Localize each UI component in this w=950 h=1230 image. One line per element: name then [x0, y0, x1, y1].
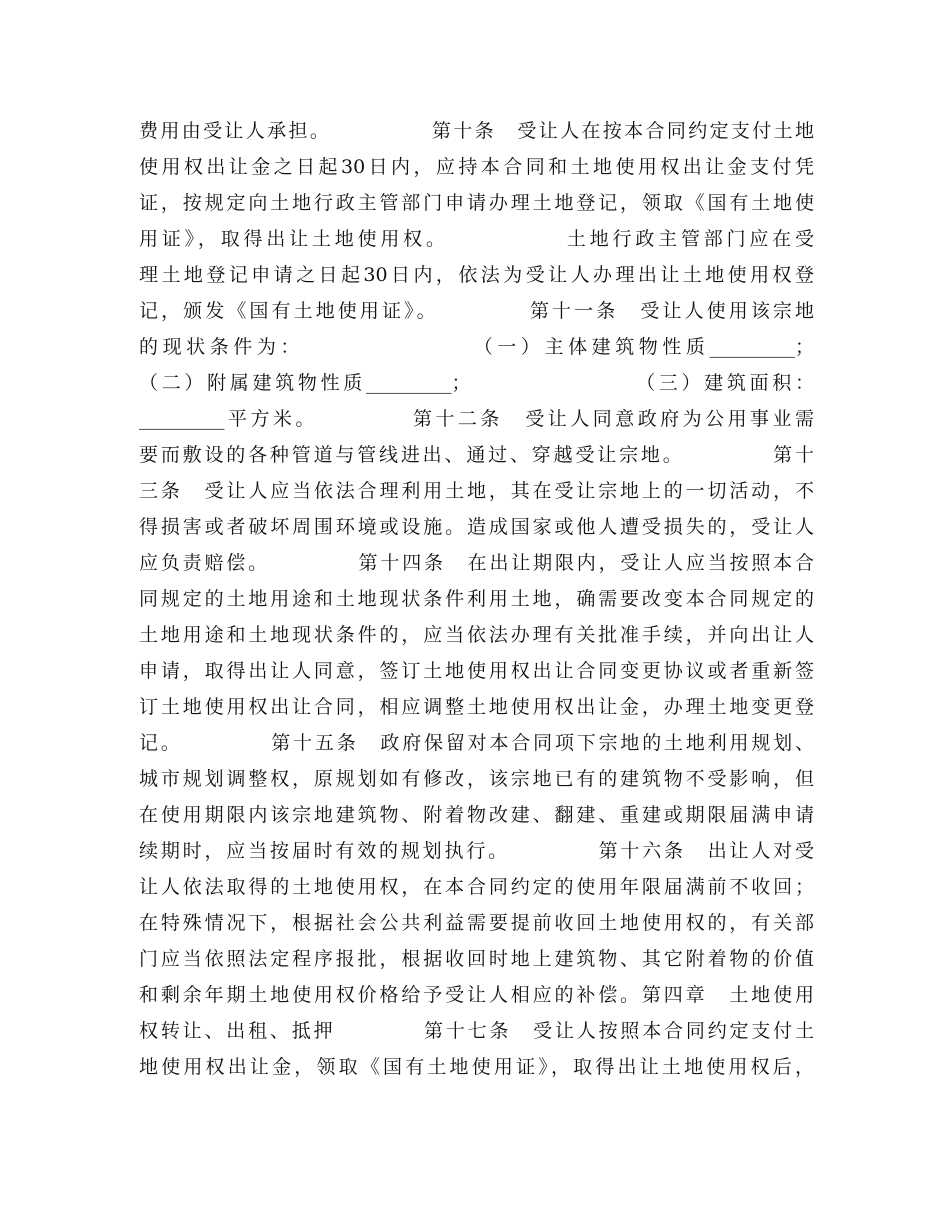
- text-line: 费用由受让人承担。 第十条 受让人在按本合同约定支付土地: [139, 120, 814, 142]
- text-line: 记，颁发《国有土地使用证》。 第十一条 受让人使用该宗地: [139, 300, 814, 322]
- text-line: 地使用权出让金，领取《国有土地使用证》，取得出让土地使用权后，: [139, 1056, 814, 1078]
- text-line: 用证》，取得出让土地使用权。 土地行政主管部门应在受: [139, 228, 814, 250]
- text-line: 证，按规定向土地行政主管部门申请办理土地登记，领取《国有土地使: [139, 192, 814, 214]
- text-line: 让人依法取得的土地使用权，在本合同约定的使用年限届满前不收回；: [139, 876, 814, 898]
- text-line: （二）附属建筑物性质_________； （三）建筑面积：: [139, 372, 814, 394]
- text-line: _________平方米。 第十二条 受让人同意政府为公用事业需: [139, 408, 814, 430]
- text-line: 订土地使用权出让合同，相应调整土地使用权出让金，办理土地变更登: [139, 696, 814, 718]
- text-line: 续期时，应当按届时有效的规划执行。 第十六条 出让人对受: [139, 840, 814, 862]
- text-line: 三条 受让人应当依法合理利用土地，其在受让宗地上的一切活动，不: [139, 480, 814, 502]
- text-line: 门应当依照法定程序报批，根据收回时地上建筑物、其它附着物的价值: [139, 948, 814, 970]
- text-line: 权转让、出租、抵押 第十七条 受让人按照本合同约定支付土: [139, 1020, 814, 1042]
- text-line: 申请，取得出让人同意，签订土地使用权出让合同变更协议或者重新签: [139, 660, 814, 682]
- text-line: 在特殊情况下，根据社会公共利益需要提前收回土地使用权的，有关部: [139, 912, 814, 934]
- text-line: 理土地登记申请之日起30日内，依法为受让人办理出让土地使用权登: [139, 264, 814, 286]
- text-line: 使用权出让金之日起30日内，应持本合同和土地使用权出让金支付凭: [139, 156, 814, 178]
- text-line: 记。 第十五条 政府保留对本合同项下宗地的土地利用规划、: [139, 732, 814, 754]
- text-line: 得损害或者破坏周围环境或设施。造成国家或他人遭受损失的，受让人: [139, 516, 814, 538]
- text-line: 的现状条件为： （一）主体建筑物性质_________；: [139, 336, 814, 358]
- text-line: 和剩余年期土地使用权价格给予受让人相应的补偿。第四章 土地使用: [139, 984, 814, 1006]
- text-line: 应负责赔偿。 第十四条 在出让期限内，受让人应当按照本合: [139, 552, 814, 574]
- text-line: 土地用途和土地现状条件的，应当依法办理有关批准手续，并向出让人: [139, 624, 814, 646]
- text-line: 城市规划调整权，原规划如有修改，该宗地已有的建筑物不受影响，但: [139, 768, 814, 790]
- text-line: 要而敷设的各种管道与管线进出、通过、穿越受让宗地。 第十: [139, 444, 814, 466]
- text-line: 同规定的土地用途和土地现状条件利用土地，确需要改变本合同规定的: [139, 588, 814, 610]
- text-line: 在使用期限内该宗地建筑物、附着物改建、翻建、重建或期限届满申请: [139, 804, 814, 826]
